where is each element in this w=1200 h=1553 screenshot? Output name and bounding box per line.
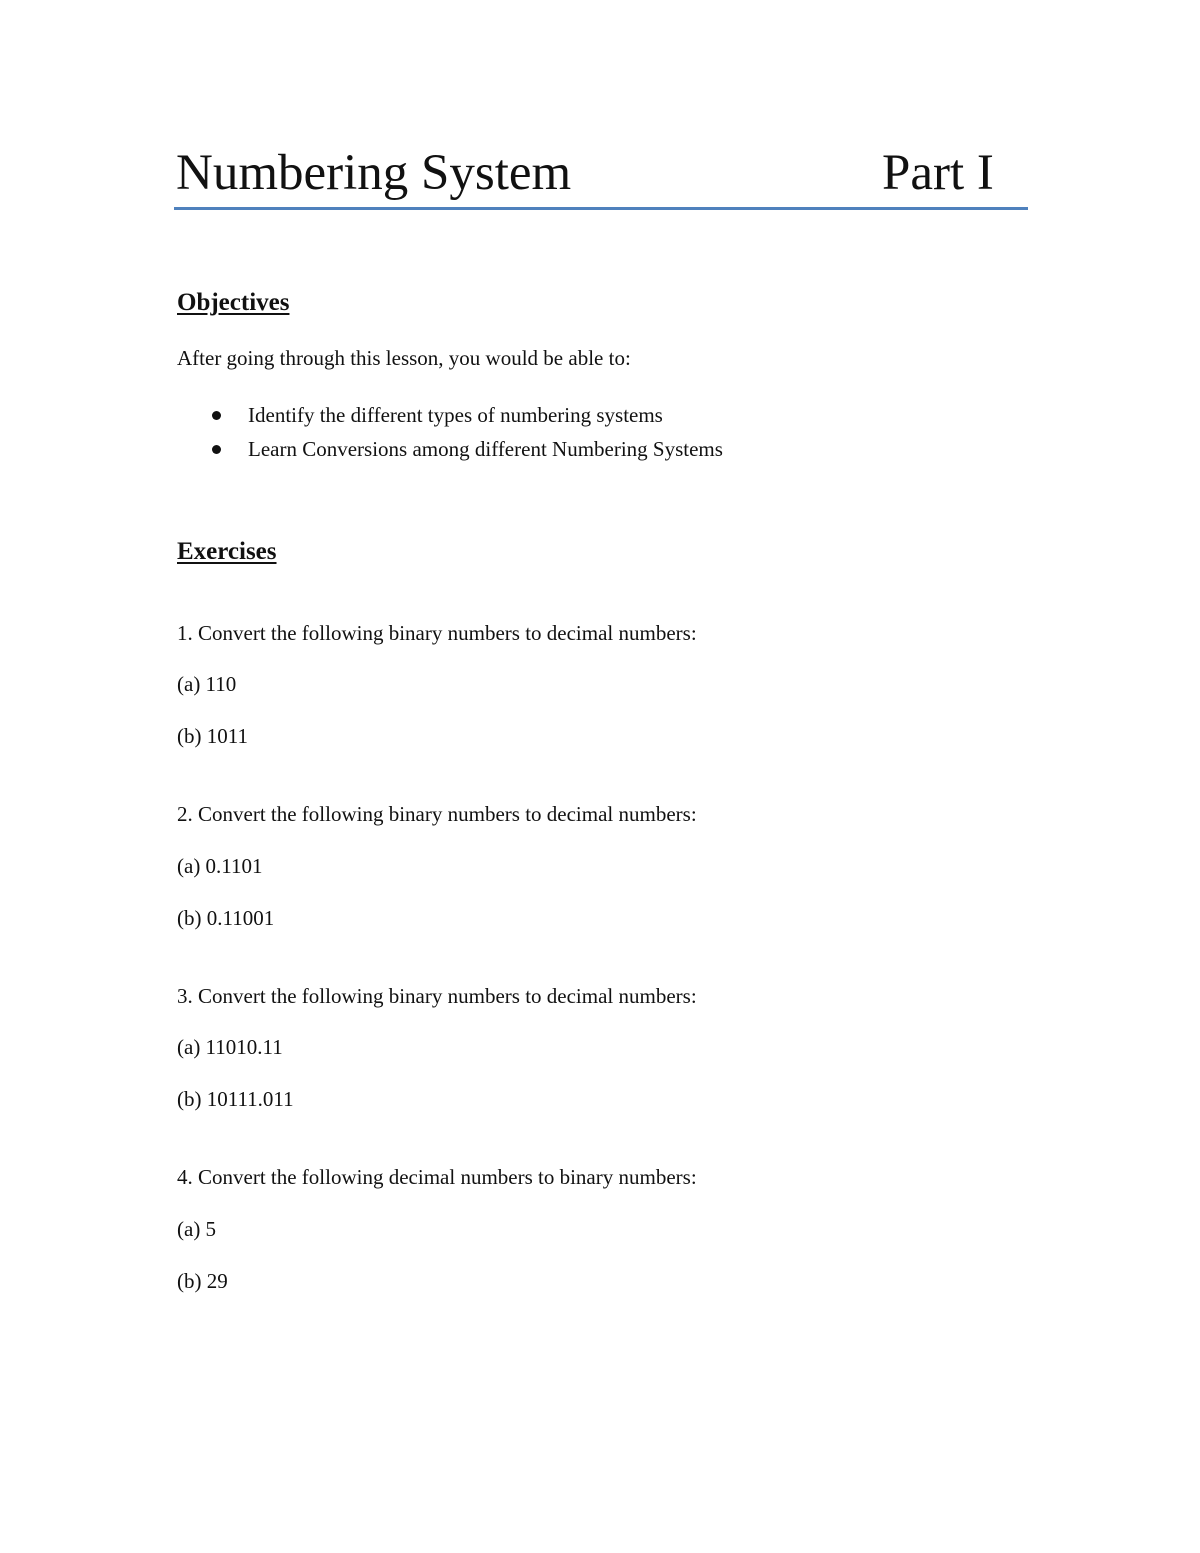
title-underline-rule [174,207,1028,210]
exercise-3-question: 3. Convert the following binary numbers to decimal numbers: [177,984,697,1008]
objectives-intro: After going through this lesson, you would be able to: [177,346,631,370]
exercise-1-question: 1. Convert the following binary numbers to decimal numbers: [177,621,697,645]
document-part-label: Part I [882,145,994,201]
exercise-2-part-b: (b) 0.11001 [177,906,275,930]
bullet-icon [212,445,221,454]
title-row [176,140,1028,206]
exercise-4-question: 4. Convert the following decimal numbers to binary numbers: [177,1165,697,1189]
exercise-1-part-b: (b) 1011 [177,724,248,748]
exercise-4-part-a: (a) 5 [177,1217,217,1241]
exercise-3-part-b: (b) 10111.011 [177,1087,294,1111]
objective-text: Identify the different types of numbering systems [248,403,663,427]
exercise-4-part-b: (b) 29 [177,1269,228,1293]
exercise-2-question: 2. Convert the following binary numbers to decimal numbers: [177,802,697,826]
exercise-3-part-a: (a) 11010.11 [177,1035,283,1059]
objectives-heading: Objectives [177,289,290,316]
document-title: Numbering System [176,145,572,201]
objective-text: Learn Conversions among different Numbering Systems [248,437,723,461]
exercise-2-part-a: (a) 0.1101 [177,854,263,878]
exercises-heading: Exercises [177,538,277,565]
exercise-1-part-a: (a) 110 [177,672,237,696]
bullet-icon [212,411,221,420]
